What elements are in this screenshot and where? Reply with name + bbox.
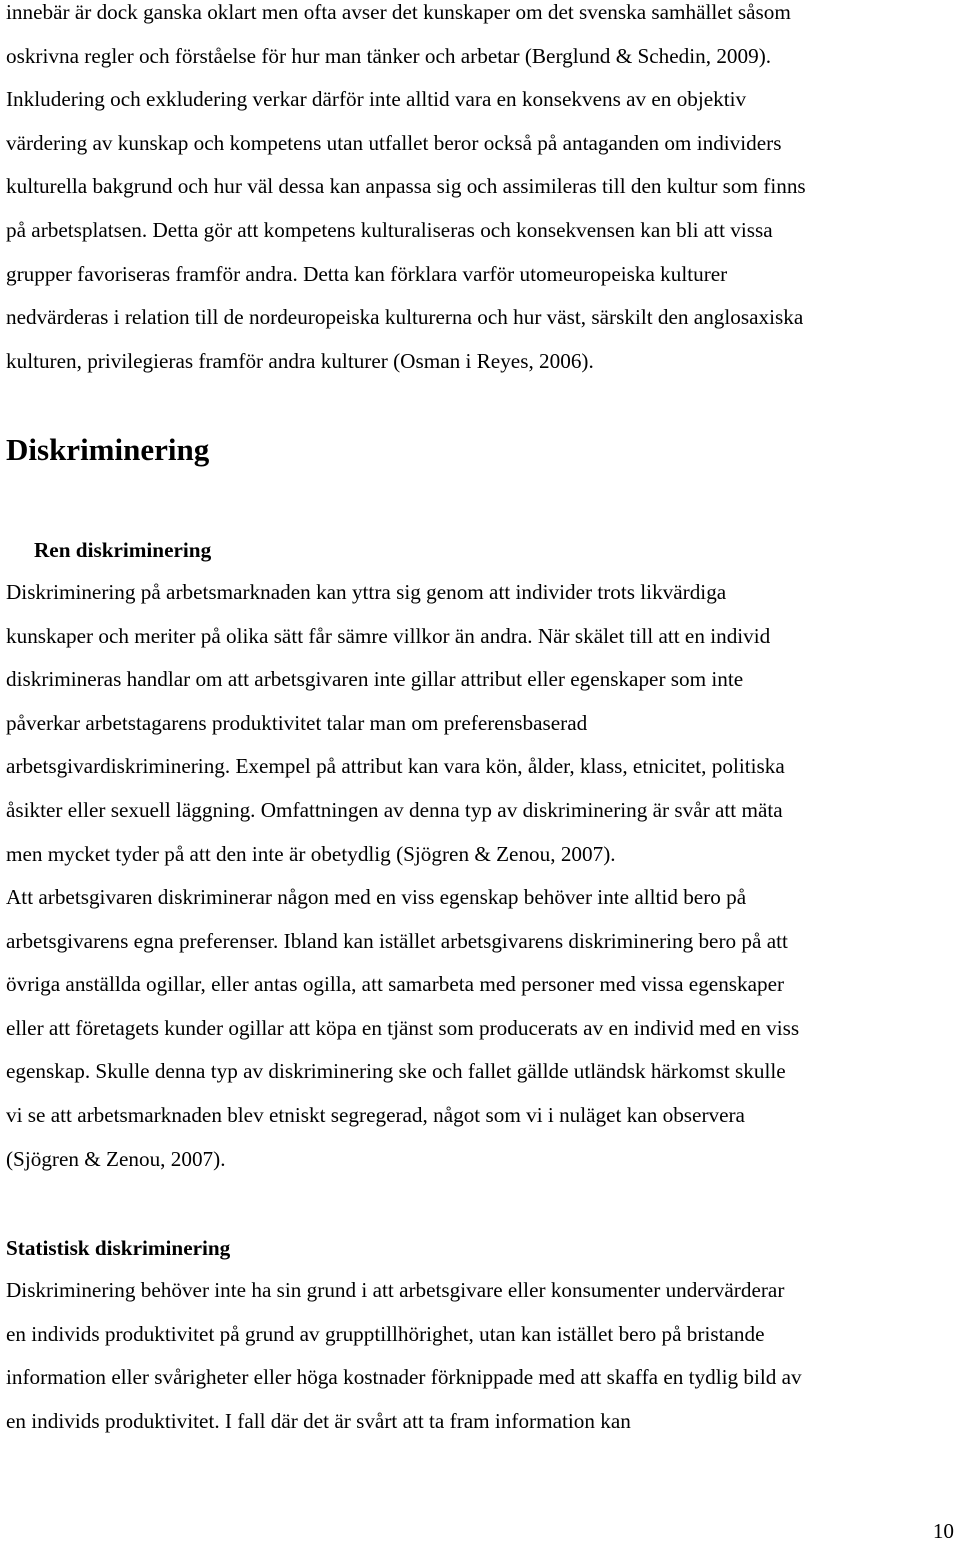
page-number: 10 <box>932 1519 954 1543</box>
body-paragraph-2 <box>6 571 958 876</box>
text-line: nedvärderas i relation till de nordeuropeiska kulturerna och hur väst, särskilt den anglosaxiska <box>6 305 804 330</box>
text-line: men mycket tyder på att den inte är obetydlig (Sjögren & Zenou, 2007). <box>6 841 616 866</box>
text-line: innebär är dock ganska oklart men ofta avser det kunskaper om det svenska samhället såsom <box>6 0 791 24</box>
text-line: påverkar arbetstagarens produktivitet talar man om preferensbaserad <box>6 710 588 735</box>
body-paragraph-3 <box>6 876 958 1181</box>
text-line: arbetsgivarens egna preferenser. Ibland kan istället arbetsgivarens diskriminering bero på att <box>6 928 788 953</box>
text-line: egenskap. Skulle denna typ av diskriminering ske och fallet gällde utländsk härkomst skulle <box>6 1059 786 1084</box>
text-line: Diskriminering behöver inte ha sin grund i att arbetsgivare eller konsumenter undervärderar <box>6 1278 785 1302</box>
text-line: övriga anställda ogillar, eller antas ogilla, att samarbeta med personer med vissa egenskaper <box>6 972 785 997</box>
text-line: en individs produktivitet på grund av grupptillhörighet, utan kan istället bero på bristande <box>6 1321 765 1346</box>
text-line: Att arbetsgivaren diskriminerar någon med en viss egenskap behöver inte alltid bero på <box>6 885 747 909</box>
text-line: information eller svårigheter eller höga kostnader förknippade med att skaffa en tydlig bild av <box>6 1365 802 1390</box>
text-line: värdering av kunskap och kompetens utan utfallet beror också på antaganden om individers <box>6 130 782 155</box>
text-line: (Sjögren & Zenou, 2007). <box>6 1146 226 1171</box>
subsection-heading-ren: Ren diskriminering <box>34 538 212 562</box>
section-heading: Diskriminering <box>6 432 210 467</box>
text-line: Inkludering och exkludering verkar därför inte alltid vara en konsekvens av en objektiv <box>6 87 747 112</box>
text-line: oskrivna regler och förståelse för hur man tänker och arbetar (Berglund & Schedin, 2009). <box>6 43 772 68</box>
text-line: diskrimineras handlar om att arbetsgivaren inte gillar attribut eller egenskaper som inte <box>6 667 744 692</box>
text-line: eller att företagets kunder ogillar att köpa en tjänst som producerats av en individ med en viss <box>6 1015 800 1040</box>
text-line: åsikter eller sexuell läggning. Omfattningen av denna typ av diskriminering är svår att mäta <box>6 797 783 822</box>
text-line: kunskaper och meriter på olika sätt får sämre villkor än andra. När skälet till att en individ <box>6 623 771 648</box>
text-line: kulturen, privilegieras framför andra kulturer (Osman i Reyes, 2006). <box>6 348 594 373</box>
body-paragraph-1 <box>6 0 958 383</box>
text-line: vi se att arbetsmarknaden blev etniskt segregerad, något som vi i nuläget kan observera <box>6 1102 745 1127</box>
text-line: en individs produktivitet. I fall där det är svårt att ta fram information kan <box>6 1408 631 1433</box>
subsection-heading-statistisk: Statistisk diskriminering <box>6 1236 231 1260</box>
text-line: på arbetsplatsen. Detta gör att kompetens kulturaliseras och konsekvensen kan bli att vissa <box>6 217 773 242</box>
text-line: Diskriminering på arbetsmarknaden kan yttra sig genom att individer trots likvärdiga <box>6 580 727 604</box>
body-paragraph-4 <box>6 1269 958 1443</box>
text-line: arbetsgivardiskriminering. Exempel på attribut kan vara kön, ålder, klass, etnicitet, politiska <box>6 754 785 779</box>
text-line: kulturella bakgrund och hur väl dessa kan anpassa sig och assimileras till den kultur som finns <box>6 174 806 199</box>
text-line: grupper favoriseras framför andra. Detta kan förklara varför utomeuropeiska kulturer <box>6 261 728 286</box>
